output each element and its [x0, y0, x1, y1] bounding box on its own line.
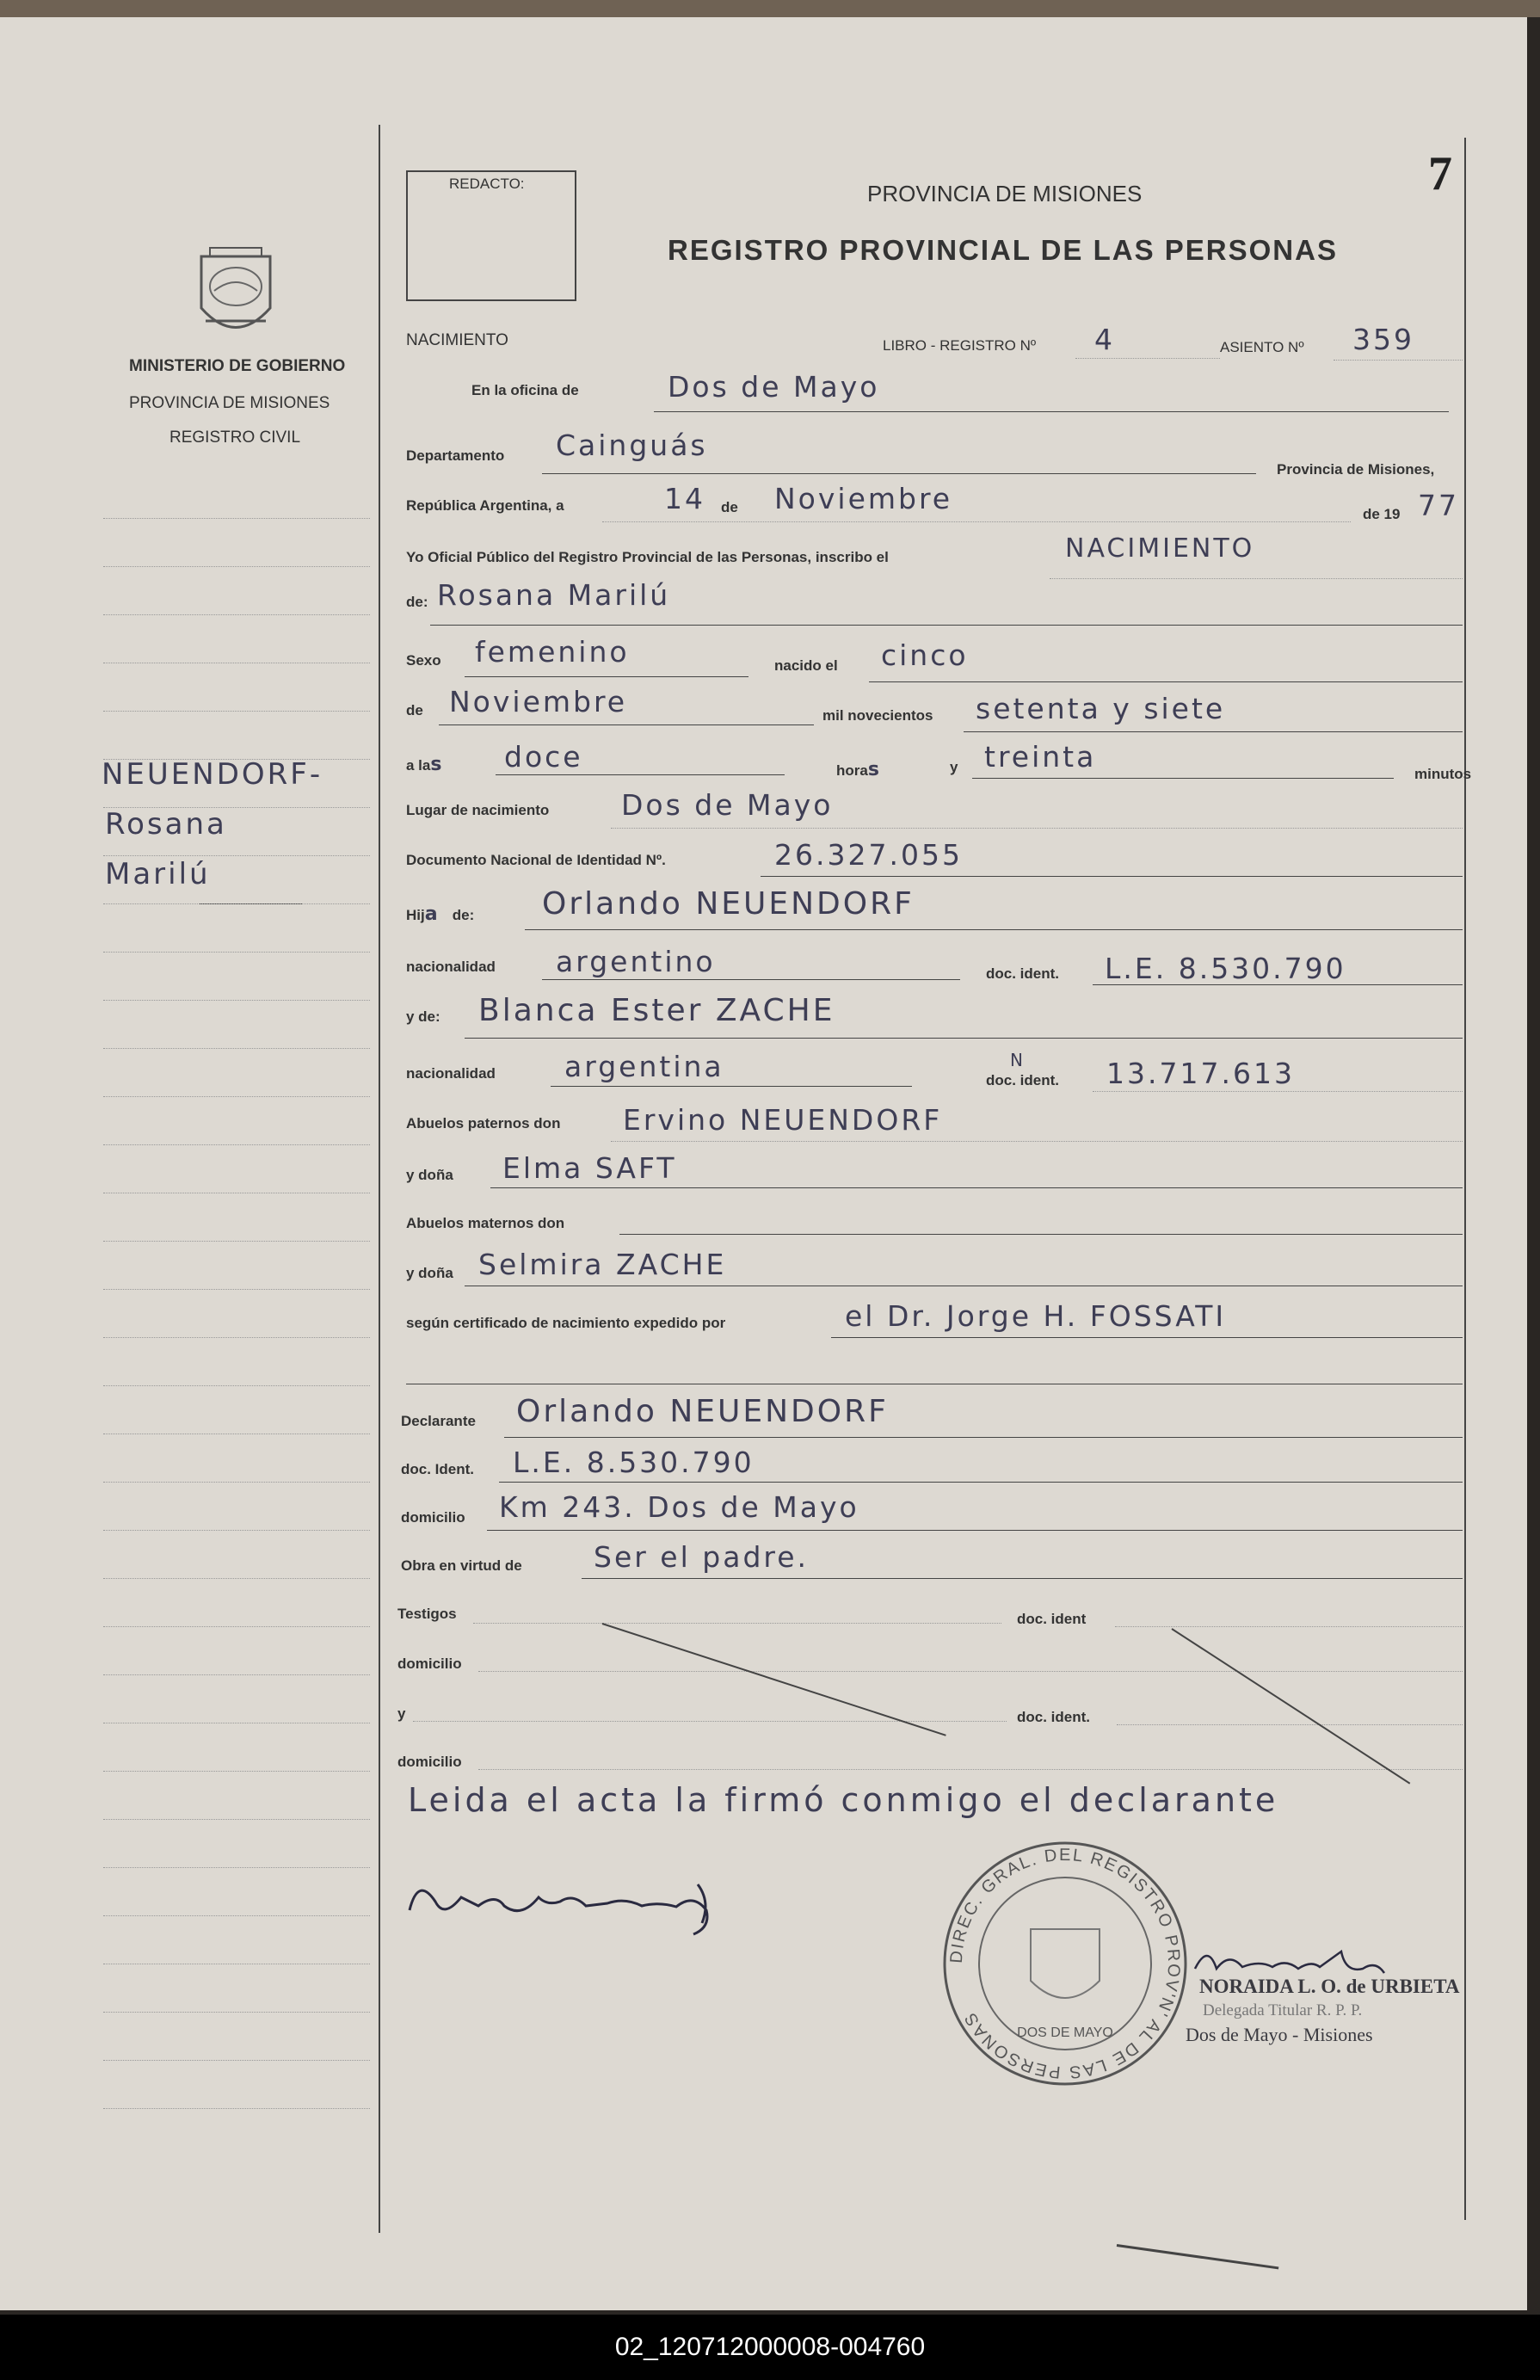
birth-day-value: cinco: [881, 638, 969, 672]
birth-year-line: [964, 731, 1463, 732]
witness-address-line: [478, 1671, 1463, 1672]
sexo-line: [465, 676, 748, 677]
margin-rule: [103, 566, 370, 567]
mother-doc-sup: N: [1010, 1050, 1026, 1070]
certificate-label: según certificado de nacimiento expedido por: [406, 1315, 726, 1331]
obra-label: Obra en virtud de: [401, 1557, 522, 1574]
margin-rule: [103, 1144, 370, 1145]
minutes-line: [972, 778, 1394, 779]
margin-rule: [103, 614, 370, 615]
minutes-value: treinta: [984, 740, 1097, 774]
declarant-doc-line: [499, 1482, 1463, 1483]
republica-label: República Argentina, a: [406, 497, 564, 514]
page-top-edge: [0, 0, 1540, 17]
margin-rule: [103, 1915, 370, 1916]
official-title: Delegada Titular R. P. P.: [1203, 2001, 1363, 2019]
declarant-label: Declarante: [401, 1413, 476, 1429]
dni-line: [761, 876, 1463, 877]
coat-of-arms-icon: [184, 239, 287, 351]
oficina-value: Dos de Mayo: [668, 370, 880, 404]
certificate-line: [831, 1337, 1463, 1338]
father-value: Orlando NEUENDORF: [542, 886, 915, 922]
mother-doc-value: 13.717.613: [1106, 1057, 1295, 1090]
official-place: Dos de Mayo - Misiones: [1186, 2024, 1373, 2045]
maternal-grandmother-label: y doña: [406, 1265, 453, 1281]
act-type-value: NACIMIENTO: [1065, 533, 1255, 564]
father-doc-line: [1093, 984, 1463, 985]
witness2-doc-line: [1117, 1724, 1463, 1725]
asiento-label: ASIENTO Nº: [1220, 339, 1304, 355]
margin-rule: [103, 1096, 370, 1097]
obra-line: [582, 1578, 1463, 1579]
child-name-value: Rosana Marilú: [437, 578, 671, 612]
stray-mark: [1117, 2244, 1279, 2269]
svg-text:DOS DE MAYO: DOS DE MAYO: [1017, 2025, 1113, 2040]
margin-rule: [103, 1771, 370, 1772]
mother-nationality-value: argentina: [564, 1050, 724, 1083]
father-doc-label: doc. ident.: [986, 965, 1059, 982]
mother-nationality-label: nacionalidad: [406, 1065, 496, 1082]
witness-strike-1: [602, 1623, 946, 1736]
margin-rule: [103, 1626, 370, 1627]
margin-rule: [103, 1482, 370, 1483]
oficina-line: [654, 411, 1449, 412]
act-type-line: [1050, 578, 1463, 579]
father-line: [525, 929, 1463, 930]
form-left-rule: [379, 125, 380, 2233]
maternal-grandmother-value: Selmira ZACHE: [478, 1248, 727, 1281]
paternal-grandmother-value: Elma SAFT: [502, 1151, 677, 1185]
asiento-value: 359: [1352, 323, 1414, 356]
birthplace-value: Dos de Mayo: [621, 788, 834, 822]
oficina-label: En la oficina de: [471, 382, 579, 398]
witness2-address-label: domicilio: [397, 1754, 462, 1770]
oficial-label: Yo Oficial Público del Registro Provincial de las Personas, inscribo el: [406, 549, 889, 565]
ministry-province: PROVINCIA DE MISIONES: [129, 394, 330, 412]
margin-rule: [103, 1241, 370, 1242]
margin-rule: [103, 1530, 370, 1531]
sexo-value: femenino: [475, 635, 630, 669]
witness2-address-line: [478, 1769, 1463, 1770]
a-las-label: a las: [406, 754, 445, 775]
margin-rule: [103, 2012, 370, 2013]
y-label: y: [950, 759, 958, 775]
declarant-line: [504, 1437, 1463, 1438]
declarant-doc-value: L.E. 8.530.790: [513, 1446, 755, 1479]
witnesses-doc-label: doc. ident: [1017, 1611, 1087, 1627]
minutos-label: minutos: [1414, 766, 1472, 782]
libro-label: LIBRO - REGISTRO Nº: [883, 337, 1037, 354]
margin-rule: [103, 855, 370, 856]
mother-nationality-line: [551, 1086, 912, 1087]
witness2-doc-label: doc. ident.: [1017, 1709, 1090, 1725]
witness2-line: [413, 1721, 1007, 1722]
dni-value: 26.327.055: [774, 838, 963, 872]
declarant-doc-label: doc. Ident.: [401, 1461, 474, 1477]
register-page: [0, 17, 1527, 2310]
witnesses-doc-line: [1115, 1626, 1463, 1627]
margin-rule: [103, 1385, 370, 1386]
child-name-line: [430, 625, 1463, 626]
witnesses-label: Testigos: [397, 1606, 457, 1622]
mil-label: mil novecientos: [822, 707, 933, 724]
margin-rule: [103, 1337, 370, 1338]
ministry-registry: REGISTRO CIVIL: [169, 429, 301, 447]
maternal-grandfather-line: [619, 1234, 1463, 1235]
witness-strike-2: [1171, 1628, 1410, 1784]
year-value: 77: [1418, 489, 1459, 522]
margin-rule: [103, 759, 370, 760]
form-right-rule: [1464, 138, 1466, 2220]
yde-label: y de:: [406, 1008, 440, 1025]
hour-value: doce: [504, 740, 583, 774]
de-label: de: [721, 499, 738, 515]
paternal-grandmother-line: [490, 1187, 1463, 1188]
birth-month-value: Noviembre: [449, 685, 628, 718]
redacto-label: REDACTO:: [449, 176, 525, 192]
maternal-grandparents-label: Abuelos maternos don: [406, 1215, 565, 1231]
y2-label: y: [397, 1705, 406, 1722]
departamento-line: [542, 473, 1256, 474]
margin-rule: [103, 711, 370, 712]
official-name: NORAIDA L. O. de URBIETA: [1199, 1976, 1460, 1997]
provincia-label: Provincia de Misiones,: [1277, 461, 1435, 478]
svg-text:DIREC. GRAL. DEL REGISTRO PROV: DIREC. GRAL. DEL REGISTRO PROV'N' AL DE LAS PERSONAS: [946, 1845, 1184, 2082]
paternal-grandfather-line: [611, 1141, 1463, 1142]
nacido-label: nacido el: [774, 657, 838, 674]
lugar-label: Lugar de nacimiento: [406, 802, 550, 818]
margin-surname: NEUENDORF-: [102, 757, 323, 792]
horas-label: horas: [836, 759, 882, 780]
margin-rule: [103, 807, 370, 808]
ministry-title: MINISTERIO DE GOBIERNO: [129, 357, 346, 375]
margin-rule: [103, 903, 370, 904]
father-nationality-line: [542, 979, 960, 980]
closing-statement: Leida el acta la firmó conmigo el declarante: [408, 1781, 1279, 1819]
father-doc-value: L.E. 8.530.790: [1105, 952, 1346, 985]
margin-rule: [103, 1867, 370, 1868]
registry-heading: REGISTRO PROVINCIAL DE LAS PERSONAS: [668, 234, 1338, 266]
dni-label: Documento Nacional de Identidad Nº.: [406, 852, 666, 868]
birth-day-line: [869, 681, 1463, 682]
footer-id: 02_120712000008-004760: [0, 2315, 1540, 2380]
margin-rule: [103, 1578, 370, 1579]
de-name-label: de:: [406, 594, 428, 610]
departamento-value: Cainguás: [556, 429, 708, 462]
declarant-value: Orlando NEUENDORF: [516, 1394, 889, 1429]
date-line: [602, 521, 1351, 522]
mother-value: Blanca Ester ZACHE: [478, 993, 835, 1028]
margin-rule: [103, 2060, 370, 2061]
domicilio-label: domicilio: [401, 1509, 465, 1526]
margin-rule: [103, 1000, 370, 1001]
margin-rule: [103, 1289, 370, 1290]
month-value: Noviembre: [774, 482, 953, 515]
year-prefix: de 19: [1363, 506, 1401, 522]
redacto-box: [406, 170, 576, 301]
margin-rule: [103, 518, 370, 519]
paternal-grandfather-value: Ervino NEUENDORF: [623, 1103, 943, 1137]
de2-label: de: [406, 702, 423, 718]
hour-line: [496, 774, 785, 775]
day-value: 14: [664, 482, 705, 515]
margin-rule: [103, 1048, 370, 1049]
asiento-line: [1334, 360, 1463, 361]
paternal-grandparents-label: Abuelos paternos don: [406, 1115, 561, 1131]
departamento-label: Departamento: [406, 447, 505, 464]
sexo-label: Sexo: [406, 652, 441, 669]
margin-rule: [103, 1674, 370, 1675]
hija-label: Hija de:: [406, 903, 475, 925]
mother-doc-line: [1093, 1091, 1463, 1092]
margin-first-name: Rosana: [105, 807, 227, 842]
paternal-grandmother-label: y doña: [406, 1167, 453, 1183]
registry-seal-icon: [936, 1834, 1194, 2093]
mother-line: [465, 1038, 1463, 1039]
province-heading: PROVINCIA DE MISIONES: [867, 181, 1143, 207]
birthplace-line: [611, 828, 1463, 829]
father-nationality-label: nacionalidad: [406, 959, 496, 975]
birth-month-line: [439, 724, 814, 725]
margin-second-name: Marilú: [105, 857, 211, 891]
mother-doc-label: doc. ident.: [986, 1072, 1059, 1088]
libro-value: 4: [1094, 323, 1115, 356]
domicilio-line: [487, 1530, 1463, 1531]
nacimiento-label: NACIMIENTO: [406, 331, 508, 349]
birth-year-value: setenta y siete: [976, 692, 1226, 725]
page-number: 7: [1428, 147, 1452, 200]
libro-line: [1075, 358, 1220, 359]
father-nationality-value: argentino: [556, 945, 716, 978]
margin-rule: [103, 2108, 370, 2109]
witnesses-line: [473, 1623, 1001, 1624]
declarant-signature: [401, 1867, 771, 1936]
obra-value: Ser el padre.: [594, 1540, 810, 1574]
certificate-value: el Dr. Jorge H. FOSSATI: [845, 1299, 1227, 1333]
margin-rule: [103, 952, 370, 953]
domicilio-value: Km 243. Dos de Mayo: [499, 1490, 859, 1524]
margin-rule: [103, 1819, 370, 1820]
witness-address-label: domicilio: [397, 1656, 462, 1672]
